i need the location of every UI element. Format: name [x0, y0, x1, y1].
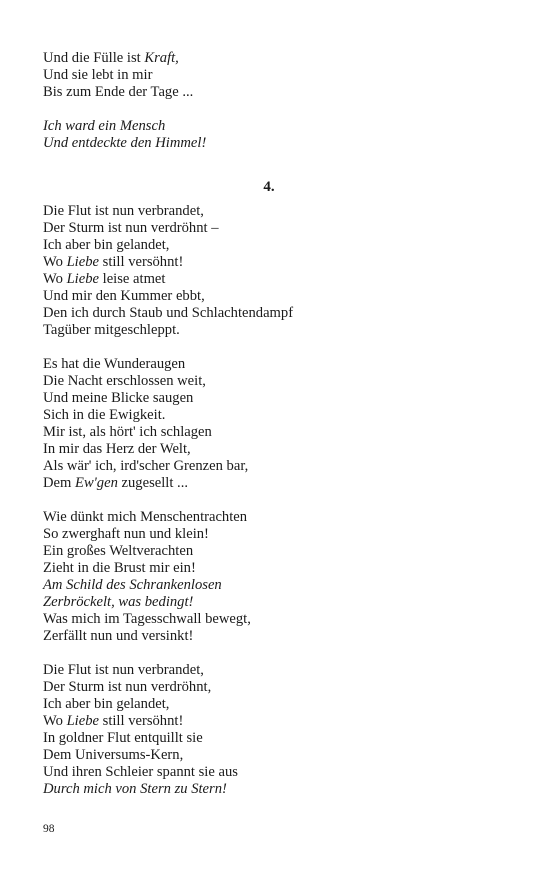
italic-text: Liebe: [66, 254, 99, 270]
verse-text: Dem: [43, 475, 76, 491]
section-spacer: [43, 152, 503, 177]
verse-line: [43, 407, 503, 424]
verse-line: [43, 781, 503, 798]
verse-line: [43, 203, 503, 220]
verse-text: Tagüber mitgeschleppt.: [43, 322, 180, 338]
stanza-gap: [43, 101, 503, 118]
verse-text: In goldner Flut entquillt sie: [43, 730, 203, 746]
verse-text: Und meine Blicke saugen: [43, 390, 194, 406]
verse-line: [43, 543, 503, 560]
stanza-gap: [43, 339, 503, 356]
verse-line: [43, 747, 503, 764]
stanza-gap: [43, 492, 503, 509]
verse-line: [43, 696, 503, 713]
verse-line: [43, 764, 503, 781]
verse-line: [43, 730, 503, 747]
verse-line: [43, 356, 503, 373]
verse-text: Zerfällt nun und versinkt!: [43, 628, 194, 644]
italic-text: Ew'gen: [75, 475, 118, 491]
stanza: [43, 509, 503, 645]
verse-line: [43, 373, 503, 390]
verse-text: Und mir den Kummer ebbt,: [43, 288, 205, 304]
italic-text: Und entdeckte den Himmel!: [43, 135, 207, 151]
verse-line: [43, 271, 503, 288]
verse-text: Und sie lebt in mir: [43, 67, 153, 83]
verse-text: Als wär' ich, ird'scher Grenzen bar,: [43, 458, 249, 474]
verse-text: Die Nacht erschlossen weit,: [43, 373, 206, 389]
verse-text: leise atmet: [99, 271, 166, 287]
italic-text: Ich ward ein Mensch: [43, 118, 166, 134]
stanza-gap: [43, 645, 503, 662]
verse-text: Zieht in die Brust mir ein!: [43, 560, 196, 576]
italic-text: Zerbröckelt, was bedingt!: [43, 594, 194, 610]
verse-line: [43, 237, 503, 254]
stanza: [43, 118, 503, 152]
verse-line: [43, 288, 503, 305]
intro-stanzas: [43, 50, 503, 152]
verse-text: Und ihren Schleier spannt sie aus: [43, 764, 238, 780]
verse-text: Mir ist, als hört' ich schlagen: [43, 424, 212, 440]
stanza: [43, 50, 503, 101]
stanza: [43, 356, 503, 492]
verse-text: Wo: [43, 254, 67, 270]
verse-text: So zwerghaft nun und klein!: [43, 526, 209, 542]
verse-line: [43, 118, 503, 135]
verse-line: [43, 577, 503, 594]
verse-text: Was mich im Tagesschwall bewegt,: [43, 611, 251, 627]
italic-text: Kraft,: [144, 50, 179, 66]
stanza: [43, 203, 503, 339]
poem-page: [43, 50, 503, 798]
verse-line: [43, 305, 503, 322]
verse-text: Wo: [43, 713, 67, 729]
verse-line: [43, 679, 503, 696]
verse-line: [43, 50, 503, 67]
verse-text: Ein großes Weltverachten: [43, 543, 194, 559]
verse-line: [43, 67, 503, 84]
verse-line: [43, 441, 503, 458]
poem-stanzas: [43, 203, 503, 798]
verse-line: [43, 611, 503, 628]
verse-line: [43, 662, 503, 679]
verse-text: still versöhnt!: [99, 713, 184, 729]
verse-line: [43, 713, 503, 730]
verse-text: Die Flut ist nun verbrandet,: [43, 662, 204, 678]
verse-line: [43, 84, 503, 101]
section-heading: 4.: [263, 179, 275, 195]
verse-line: [43, 135, 503, 152]
verse-line: [43, 322, 503, 339]
verse-line: [43, 458, 503, 475]
verse-text: still versöhnt!: [99, 254, 184, 270]
verse-line: [43, 424, 503, 441]
verse-text: Wie dünkt mich Menschentrachten: [43, 509, 248, 525]
italic-text: Durch mich von Stern zu Stern!: [43, 781, 227, 797]
verse-line: [43, 594, 503, 611]
verse-text: Der Sturm ist nun verdröhnt –: [43, 220, 219, 236]
verse-line: [43, 220, 503, 237]
verse-text: In mir das Herz der Welt,: [43, 441, 191, 457]
verse-line: [43, 526, 503, 543]
stanza: [43, 662, 503, 798]
verse-text: Der Sturm ist nun verdröhnt,: [43, 679, 212, 695]
verse-text: Ich aber bin gelandet,: [43, 237, 170, 253]
verse-text: Die Flut ist nun verbrandet,: [43, 203, 204, 219]
verse-text: Den ich durch Staub und Schlachtendampf: [43, 305, 294, 321]
verse-line: [43, 628, 503, 645]
verse-text: Sich in die Ewigkeit.: [43, 407, 166, 423]
verse-text: Und die Fülle ist: [43, 50, 145, 66]
verse-text: zugesellt ...: [117, 475, 188, 491]
verse-text: Bis zum Ende der Tage ...: [43, 84, 194, 100]
page-number: 98: [43, 823, 55, 835]
italic-text: Liebe: [66, 271, 99, 287]
verse-text: Dem Universums-Kern,: [43, 747, 184, 763]
verse-line: [43, 509, 503, 526]
italic-text: Am Schild des Schrankenlosen: [43, 577, 222, 593]
verse-line: [43, 560, 503, 577]
verse-text: Wo: [43, 271, 67, 287]
verse-text: Ich aber bin gelandet,: [43, 696, 170, 712]
verse-line: [43, 475, 503, 492]
italic-text: Liebe: [66, 713, 99, 729]
verse-text: Es hat die Wunderaugen: [43, 356, 186, 372]
verse-line: [43, 390, 503, 407]
verse-line: [43, 254, 503, 271]
